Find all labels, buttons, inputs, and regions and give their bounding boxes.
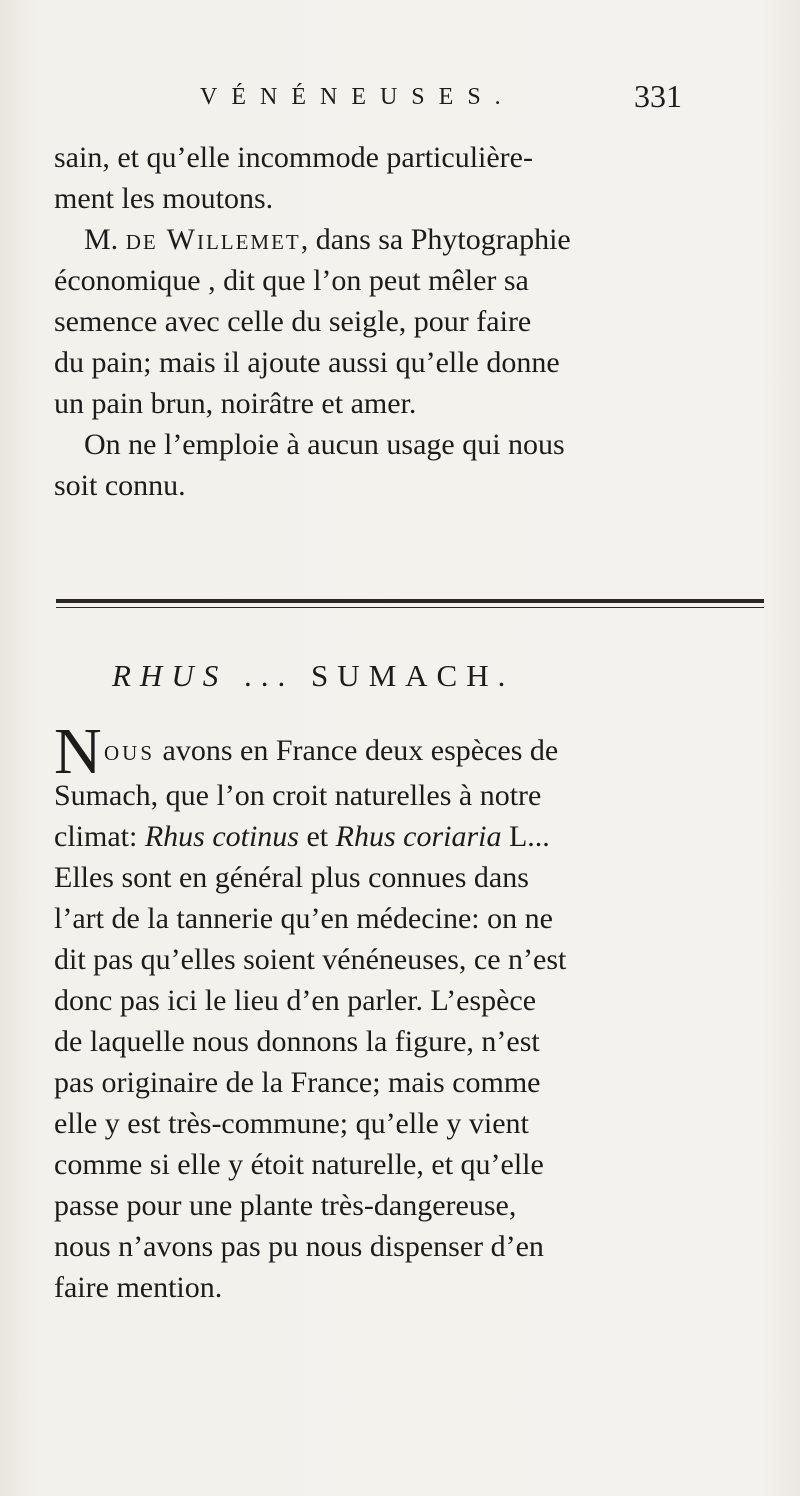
text-line: économique , dit que l’on peut mêler sa — [54, 264, 529, 297]
text-block-top — [54, 137, 766, 506]
text-line — [54, 219, 766, 260]
species-name: Rhus cotinus — [144, 820, 299, 853]
text-line: elle y est très-commune; qu’elle y vient — [54, 1107, 529, 1140]
text-fragment: avons en France deux espèces de — [155, 734, 559, 767]
page-header — [0, 78, 800, 124]
section-rule-thick — [56, 599, 764, 603]
text-line: ment les moutons. — [54, 182, 274, 215]
text-line: Sumach, que l’on croit naturelles à notre — [54, 779, 542, 812]
text-line: nous n’avons pas pu nous dispenser d’en — [54, 1230, 544, 1263]
title-separator: ... — [243, 658, 295, 693]
text-fragment: climat: — [54, 820, 145, 853]
section-rule-thin — [56, 607, 764, 608]
text-line: soit connu. — [54, 469, 186, 502]
text-line — [104, 734, 558, 768]
drop-cap: N — [54, 715, 102, 788]
text-fragment: , dans sa Phytographie — [300, 223, 571, 256]
text-line: de laquelle nous donnons la figure, n’est — [54, 1025, 540, 1058]
text-line: comme si elle y étoit naturelle, et qu’elle — [54, 1148, 544, 1181]
text-line: sain, et qu’elle incommode particulière- — [54, 141, 533, 174]
text-line: dit pas qu’elles soient vénéneuses, ce n’est — [54, 943, 567, 976]
section-title — [112, 658, 514, 694]
latin-name: RHUS — [112, 658, 228, 693]
species-name: Rhus coriaria — [335, 820, 502, 853]
text-line: l’art de la tannerie qu’en médecine: on ne — [54, 902, 553, 935]
text-line: faire mention. — [54, 1271, 223, 1304]
text-line: passe pour une plante très-dangereuse, — [54, 1189, 517, 1222]
text-line: semence avec celle du seigle, pour faire — [54, 305, 532, 338]
text-line: pas originaire de la France; mais comme — [54, 1066, 541, 1099]
text-line: Elles sont en général plus connues dans — [54, 861, 529, 894]
text-line: du pain; mais il ajoute aussi qu’elle donne — [54, 346, 560, 379]
text-fragment: L... — [501, 820, 550, 853]
text-line: On ne l’emploie à aucun usage qui nous — [84, 428, 565, 461]
text-fragment: M. — [84, 223, 126, 256]
text-line: un pain brun, noirâtre et amer. — [54, 387, 417, 420]
page-number: 331 — [634, 78, 682, 114]
first-word-rest: ous — [104, 734, 156, 767]
text-line — [54, 816, 766, 857]
common-name: SUMACH. — [310, 658, 515, 693]
text-fragment: et — [298, 820, 336, 853]
author-name: de Willemet — [125, 223, 301, 256]
text-line: donc pas ici le lieu d’en parler. L’espèce — [54, 984, 537, 1017]
text-block-body — [54, 775, 766, 1308]
running-head: VÉNÉNEUSES. — [200, 84, 515, 110]
